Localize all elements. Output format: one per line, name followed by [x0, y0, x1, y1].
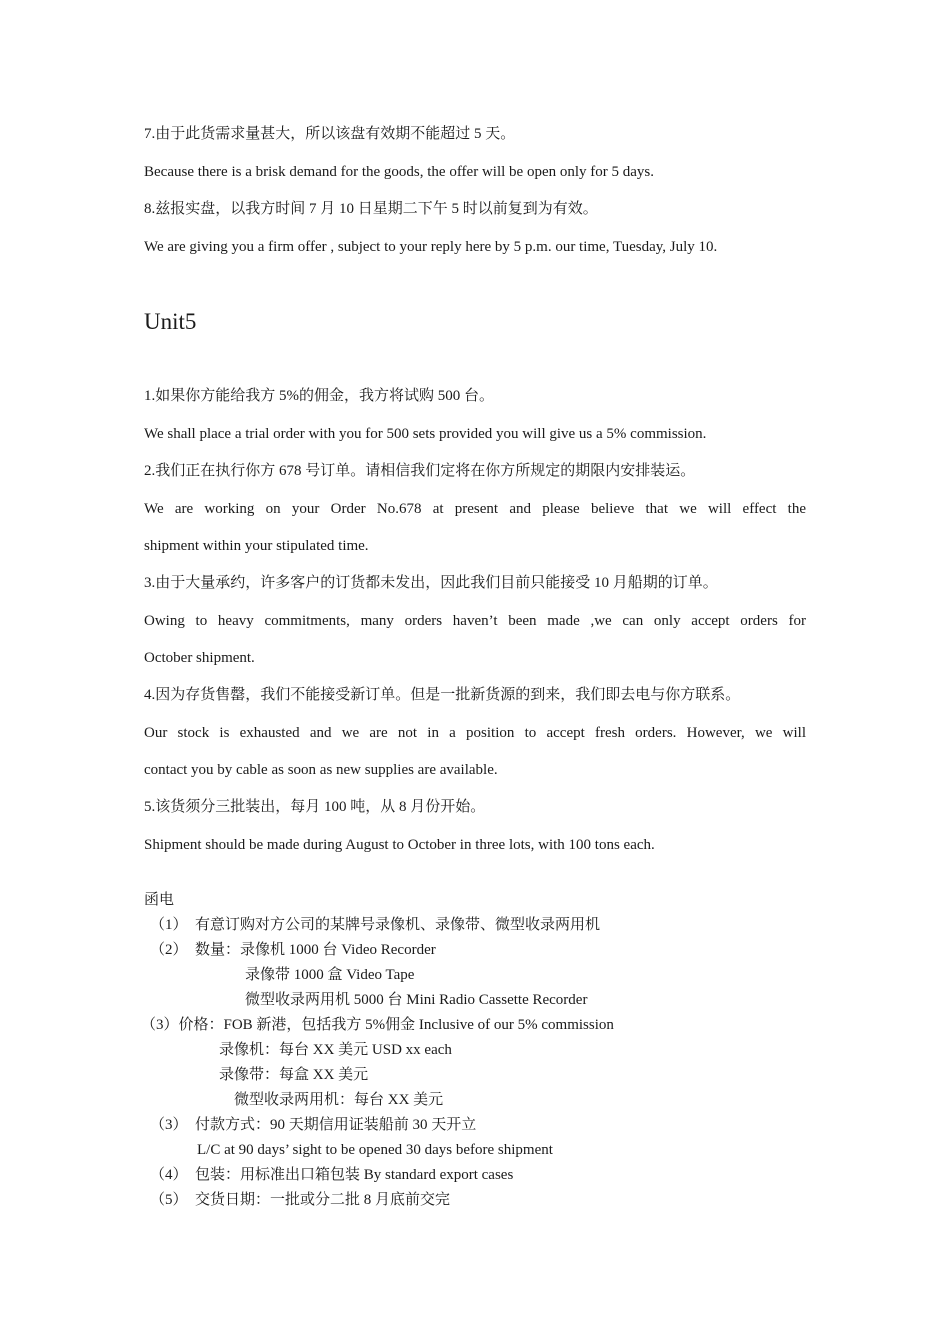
item-7-english: Because there is a brisk demand for the goods, the offer will be open only for 5 days. [144, 164, 654, 180]
unit5-item-2-english-line2: shipment within your stipulated time. [144, 538, 369, 554]
item-8-chinese: 8.兹报实盘，以我方时间 7 月 10 日星期二下午 5 时以前复到为有效。 [144, 201, 598, 217]
item-7-chinese: 7.由于此货需求量甚大，所以该盘有效期不能超过 5 天。 [144, 126, 516, 142]
letter-line-packing: （4） 包装：用标准出口箱包装 By standard export cases [150, 1167, 514, 1183]
letter-line-delivery: （5） 交货日期：一批或分二批 8 月底前交完 [150, 1192, 451, 1208]
letter-line-video-tape: 录像带 1000 盒 Video Tape [245, 967, 415, 983]
letter-line-cassette-recorder: 微型收录两用机 5000 台 Mini Radio Cassette Recorder [245, 992, 588, 1008]
letter-line-intent: （1） 有意订购对方公司的某牌号录像机、录像带、微型收录两用机 [150, 917, 601, 933]
unit5-item-3-chinese: 3.由于大量承约，许多客户的订货都未发出，因此我们目前只能接受 10 月船期的订单。 [144, 575, 718, 591]
letter-line-price: （3）价格：FOB 新港，包括我方 5%佣金 Inclusive of our 5% commission [141, 1017, 614, 1033]
letter-line-price-recorder: 录像机：每台 XX 美元 USD xx each [219, 1042, 452, 1058]
unit5-item-4-english-line2: contact you by cable as soon as new supplies are available. [144, 762, 498, 778]
letter-line-price-tape: 录像带：每盒 XX 美元 [219, 1067, 369, 1083]
unit5-item-5-english: Shipment should be made during August to October in three lots, with 100 tons each. [144, 837, 655, 853]
letter-line-quantity: （2） 数量：录像机 1000 台 Video Recorder [150, 942, 436, 958]
letter-line-price-cassette: 微型收录两用机：每台 XX 美元 [234, 1092, 444, 1108]
letter-line-payment: （3） 付款方式：90 天期信用证装船前 30 天开立 [150, 1117, 477, 1133]
unit5-item-5-chinese: 5.该货须分三批装出，每月 100 吨，从 8 月份开始。 [144, 799, 486, 815]
unit5-item-1-chinese: 1.如果你方能给我方 5%的佣金，我方将试购 500 台。 [144, 388, 494, 404]
unit5-item-2-english-line1: We are working on your Order No.678 at present and please believe that we will effect the [144, 501, 806, 517]
unit5-item-2-chinese: 2.我们正在执行你方 678 号订单。请相信我们定将在你方所规定的期限内安排装运。 [144, 463, 696, 479]
letter-title: 函电 [144, 892, 175, 908]
letter-line-payment-english: L/C at 90 days’ sight to be opened 30 days before shipment [197, 1142, 553, 1158]
unit5-item-3-english-line1: Owing to heavy commitments, many orders haven’t been made ,we can only accept orders for [144, 613, 806, 629]
unit5-item-4-chinese: 4.因为存货售罄，我们不能接受新订单。但是一批新货源的到来，我们即去电与你方联系。 [144, 687, 741, 703]
unit-heading: Unit5 [144, 309, 197, 334]
unit5-item-3-english-line2: October shipment. [144, 650, 255, 666]
item-8-english: We are giving you a firm offer , subject to your reply here by 5 p.m. our time, Tuesday, July 10. [144, 239, 718, 255]
unit5-item-1-english: We shall place a trial order with you for 500 sets provided you will give us a 5% commission. [144, 426, 707, 442]
unit5-item-4-english-line1: Our stock is exhausted and we are not in a position to accept fresh orders. However, we will [144, 725, 806, 741]
